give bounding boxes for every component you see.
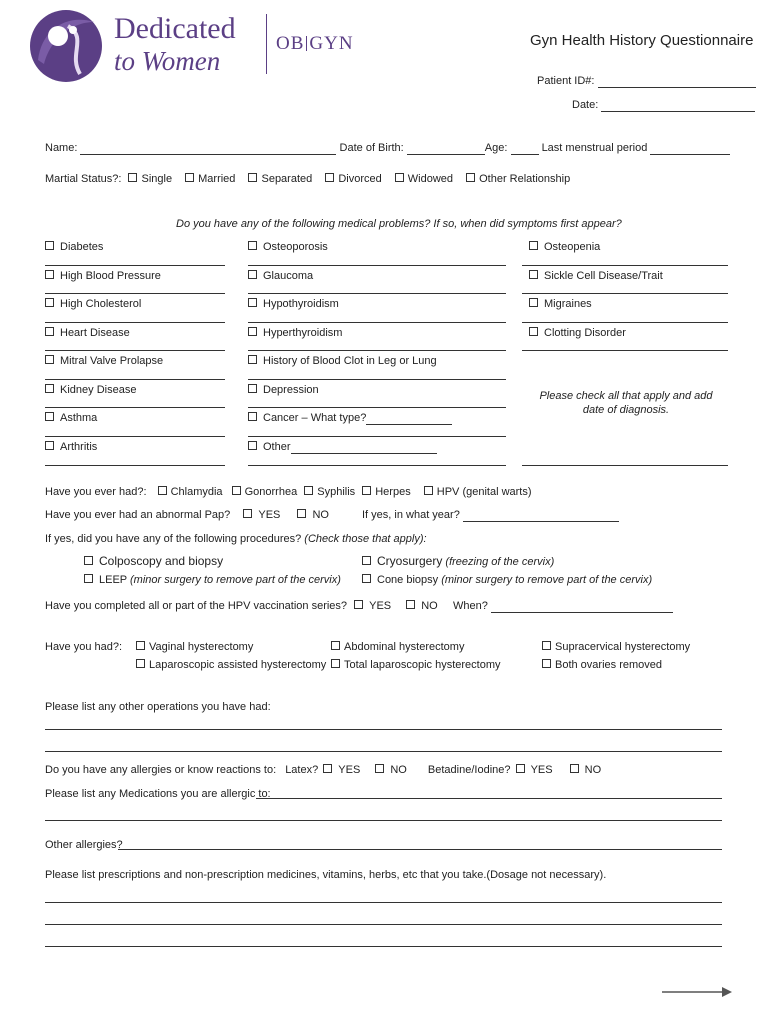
logo-obgyn [276, 33, 354, 55]
date-line[interactable] [45, 407, 225, 408]
pap-yes-label: YES [258, 509, 281, 521]
date-line[interactable] [248, 265, 506, 266]
betadine-yes-label: YES [530, 764, 553, 776]
medical-item[interactable] [248, 441, 437, 454]
surgery-option-label: Both ovaries removed [555, 659, 662, 671]
checkbox-icon[interactable] [529, 241, 538, 250]
medical-item[interactable] [45, 270, 161, 283]
medical-item-label: Diabetes [60, 241, 104, 253]
operations-line[interactable] [45, 729, 722, 730]
procedure-leep[interactable] [84, 574, 341, 587]
checkbox-icon[interactable] [248, 441, 257, 450]
checkbox-icon[interactable] [542, 641, 551, 650]
medical-item-label: High Cholesterol [60, 298, 142, 310]
hpv-when-row [453, 600, 673, 613]
medical-item-label: Heart Disease [60, 327, 130, 339]
medical-item[interactable] [45, 241, 103, 254]
procedures-hint: (Check those that apply): [304, 533, 427, 545]
surgery-option-label: Laparoscopic assisted hysterectomy [149, 659, 327, 671]
sti-label: Have you ever had?: [45, 486, 147, 498]
medical-item-label: Migraines [544, 298, 592, 310]
checkbox-icon[interactable] [136, 641, 145, 650]
date-row [572, 99, 755, 112]
surgery-option[interactable] [331, 641, 464, 654]
age-input[interactable] [511, 144, 539, 155]
hpv-yes-label: YES [369, 600, 392, 612]
pap-no-label: NO [312, 509, 329, 521]
checkbox-icon[interactable] [84, 556, 93, 565]
checkbox-icon[interactable] [466, 173, 475, 182]
hpv-yes[interactable] [354, 600, 391, 612]
marital-status-row [45, 173, 570, 186]
hpv-vaccine-label: Have you completed all or part of the HPV vaccination series? [45, 600, 348, 612]
date-line[interactable] [248, 322, 506, 323]
date-line[interactable] [45, 265, 225, 266]
checkbox-icon[interactable] [570, 764, 579, 773]
marital-option[interactable] [248, 173, 312, 185]
betadine-yes[interactable] [516, 764, 553, 776]
other-allergy-row [45, 839, 123, 852]
pap-label: Have you ever had an abnormal Pap? [45, 509, 231, 521]
checkbox-icon[interactable] [331, 641, 340, 650]
other-allergy-line[interactable] [118, 849, 722, 850]
surgery-option-label: Abdominal hysterectomy [344, 641, 465, 653]
marital-option[interactable] [325, 173, 381, 185]
checkbox-icon[interactable] [45, 270, 54, 279]
medical-item-label: Other [263, 441, 291, 453]
checkbox-icon[interactable] [362, 486, 371, 495]
medical-item[interactable] [529, 327, 626, 340]
checkbox-icon[interactable] [45, 412, 54, 421]
medical-item[interactable] [45, 412, 97, 425]
patient-id-row [537, 75, 756, 88]
surgery-label: Have you had?: [45, 641, 123, 653]
betadine-label: Betadine/Iodine? [427, 764, 511, 776]
date-line[interactable] [45, 293, 225, 294]
hpv-when-input[interactable] [491, 602, 673, 613]
procedure-cone[interactable] [362, 574, 652, 587]
checkbox-icon[interactable] [248, 327, 257, 336]
sti-option[interactable] [304, 486, 355, 498]
medical-item[interactable] [45, 384, 136, 397]
checkbox-icon[interactable] [45, 441, 54, 450]
date-line[interactable] [522, 322, 728, 323]
marital-option-label: Other Relationship [479, 173, 571, 185]
cancer-type-input[interactable] [366, 414, 452, 425]
checkbox-icon[interactable] [323, 764, 332, 773]
medical-item[interactable] [248, 384, 319, 397]
date-line[interactable] [248, 293, 506, 294]
logo-divider [266, 14, 267, 74]
checkbox-icon[interactable] [158, 486, 167, 495]
checkbox-icon[interactable] [375, 764, 384, 773]
dob-label: Date of Birth: [339, 142, 404, 154]
date-line[interactable] [248, 436, 506, 437]
medical-item[interactable] [45, 298, 141, 311]
age-label: Age: [484, 142, 508, 154]
marital-option-label: Widowed [407, 173, 454, 185]
medical-item[interactable] [45, 355, 163, 368]
patient-id-input[interactable] [598, 77, 756, 88]
sti-option-label: Herpes [375, 486, 411, 498]
medical-item-label: Osteopenia [544, 241, 601, 253]
logo [28, 8, 368, 88]
other-condition-input[interactable] [291, 443, 437, 454]
surgery-option[interactable] [542, 641, 690, 654]
pap-year-input[interactable] [463, 511, 619, 522]
date-line[interactable] [248, 465, 506, 466]
medical-item[interactable] [529, 298, 592, 311]
checkbox-icon[interactable] [529, 327, 538, 336]
pap-year-row [362, 509, 619, 522]
procedure-note: (freezing of the cervix) [445, 556, 555, 568]
medical-item[interactable] [248, 355, 437, 368]
surgery-option[interactable] [331, 659, 501, 672]
checkbox-icon[interactable] [248, 270, 257, 279]
sti-option[interactable] [424, 486, 532, 498]
logo-gyn: GYN [309, 33, 354, 54]
marital-option[interactable] [185, 173, 235, 185]
logo-dedicated: Dedicated [114, 12, 236, 45]
sti-option-label: Chlamydia [170, 486, 223, 498]
checkbox-icon[interactable] [354, 600, 363, 609]
logo-to-women: to Women [114, 46, 221, 76]
med-allergy-row [45, 788, 271, 801]
medical-note: Please check all that apply and add date of diagnosis. [539, 390, 713, 416]
surgery-option[interactable] [136, 641, 253, 654]
surgery-option-label: Total laparoscopic hysterectomy [344, 659, 501, 671]
sti-row [45, 486, 532, 499]
marital-option[interactable] [466, 173, 570, 185]
checkbox-icon[interactable] [529, 298, 538, 307]
sti-option-label: Gonorrhea [244, 486, 298, 498]
checkbox-icon[interactable] [395, 173, 404, 182]
pap-yes[interactable] [243, 509, 280, 521]
prescriptions-line[interactable] [45, 924, 722, 925]
checkbox-icon[interactable] [45, 327, 54, 336]
checkbox-icon[interactable] [406, 600, 415, 609]
sti-option-label: Syphilis [317, 486, 356, 498]
pap-year-label: If yes, in what year? [362, 509, 460, 521]
sti-option[interactable] [158, 486, 223, 498]
logo-obgyn-sep [306, 36, 307, 51]
prescriptions-label: Please list prescriptions and non-prescription medicines, vitamins, herbs, etc that you take.(Dosage not necessary). [45, 869, 607, 881]
medical-item[interactable] [529, 270, 663, 283]
med-allergy-line[interactable] [256, 798, 722, 799]
procedure-label: Colposcopy and biopsy [99, 554, 224, 568]
checkbox-icon[interactable] [45, 241, 54, 250]
latex-yes[interactable] [323, 764, 360, 776]
prescriptions-line[interactable] [45, 946, 722, 947]
marital-option[interactable] [128, 173, 172, 185]
hpv-when-label: When? [453, 600, 488, 612]
checkbox-icon[interactable] [248, 298, 257, 307]
checkbox-icon[interactable] [424, 486, 433, 495]
medical-item[interactable] [248, 412, 452, 425]
date-line[interactable] [248, 350, 506, 351]
medical-item[interactable] [248, 298, 339, 311]
checkbox-icon[interactable] [45, 298, 54, 307]
checkbox-icon[interactable] [243, 509, 252, 518]
medical-item-label: Kidney Disease [60, 384, 137, 396]
medical-item-label: Osteoporosis [263, 241, 328, 253]
checkbox-icon[interactable] [362, 556, 371, 565]
hpv-vaccine-row [45, 600, 438, 613]
date-line[interactable] [522, 265, 728, 266]
latex-no[interactable] [375, 764, 407, 776]
date-line[interactable] [522, 350, 728, 351]
medical-item-label: Glaucoma [263, 270, 314, 282]
procedure-note: (minor surgery to remove part of the cervix) [441, 574, 653, 586]
procedure-label: Cryosurgery [377, 554, 443, 568]
medical-item-label: Hypothyroidism [263, 298, 339, 310]
checkbox-icon[interactable] [297, 509, 306, 518]
checkbox-icon[interactable] [248, 384, 257, 393]
hpv-no[interactable] [406, 600, 438, 612]
checkbox-icon[interactable] [232, 486, 241, 495]
date-line[interactable] [45, 322, 225, 323]
sti-option[interactable] [232, 486, 298, 498]
lmp-input[interactable] [650, 144, 730, 155]
marital-option[interactable] [395, 173, 453, 185]
operations-line[interactable] [45, 751, 722, 752]
medical-item-label: Hyperthyroidism [263, 327, 343, 339]
betadine-no-label: NO [584, 764, 602, 776]
marital-option-label: Divorced [338, 173, 382, 185]
date-line[interactable] [522, 465, 728, 466]
betadine-no[interactable] [570, 764, 602, 776]
personal-row [45, 142, 730, 155]
patient-id-label: Patient ID#: [537, 75, 595, 87]
date-line[interactable] [45, 465, 225, 466]
lmp-label: Last menstrual period [541, 142, 648, 154]
medical-item-label: Mitral Valve Prolapse [60, 355, 164, 367]
medical-question: Do you have any of the following medical problems? If so, when did symptoms first appear? [176, 218, 622, 230]
pap-row [45, 509, 329, 522]
dob-input[interactable] [407, 144, 485, 155]
latex-yes-label: YES [338, 764, 361, 776]
med-allergy-label: Please list any Medications you are allergic to: [45, 788, 271, 800]
allergy-row [45, 764, 601, 777]
procedures-label: If yes, did you have any of the following procedures? [45, 533, 302, 545]
logo-mark-icon [28, 8, 108, 86]
date-line[interactable] [45, 436, 225, 437]
name-input[interactable] [80, 144, 336, 155]
medical-item[interactable] [45, 441, 97, 454]
date-line[interactable] [248, 407, 506, 408]
medical-item-label: Arthritis [60, 441, 98, 453]
arrow-right-icon[interactable] [662, 986, 734, 998]
checkbox-icon[interactable] [331, 659, 340, 668]
procedure-cryo[interactable] [362, 555, 554, 569]
medical-item[interactable] [529, 241, 600, 254]
medical-item-label: Asthma [60, 412, 98, 424]
checkbox-icon[interactable] [45, 355, 54, 364]
medical-item-label: Cancer – What type? [263, 412, 367, 424]
checkbox-icon[interactable] [542, 659, 551, 668]
marital-option-label: Married [198, 173, 236, 185]
latex-no-label: NO [390, 764, 407, 776]
surgery-option-label: Supracervical hysterectomy [555, 641, 691, 653]
marital-option-label: Separated [261, 173, 313, 185]
medical-item[interactable] [248, 241, 328, 254]
date-line[interactable] [248, 379, 506, 380]
latex-label: Latex? [285, 764, 319, 776]
procedures-row [45, 533, 427, 546]
sti-option[interactable] [362, 486, 410, 498]
checkbox-icon[interactable] [248, 412, 257, 421]
hpv-no-label: NO [421, 600, 438, 612]
medical-item[interactable] [248, 270, 313, 283]
checkbox-icon[interactable] [45, 384, 54, 393]
surgery-option[interactable] [542, 659, 662, 672]
medical-item[interactable] [248, 327, 342, 340]
date-line[interactable] [522, 293, 728, 294]
date-input[interactable] [601, 101, 755, 112]
name-label: Name: [45, 142, 78, 154]
medical-item[interactable] [45, 327, 130, 340]
medical-item-label: Depression [263, 384, 319, 396]
checkbox-icon[interactable] [325, 173, 334, 182]
marital-label: Martial Status?: [45, 173, 122, 185]
procedure-label: LEEP [99, 574, 127, 586]
checkbox-icon[interactable] [84, 574, 93, 583]
checkbox-icon[interactable] [185, 173, 194, 182]
procedure-label: Cone biopsy [377, 574, 439, 586]
logo-ob: OB [276, 33, 305, 54]
operations-label: Please list any other operations you have had: [45, 701, 271, 713]
surgery-option[interactable] [136, 659, 326, 672]
date-line[interactable] [45, 379, 225, 380]
medical-item-label: Sickle Cell Disease/Trait [544, 270, 663, 282]
sti-option-label: HPV (genital warts) [436, 486, 532, 498]
procedure-note: (minor surgery to remove part of the cervix) [130, 574, 341, 586]
date-line[interactable] [45, 350, 225, 351]
checkbox-icon[interactable] [248, 173, 257, 182]
marital-option-label: Single [141, 173, 173, 185]
checkbox-icon[interactable] [248, 355, 257, 364]
checkbox-icon[interactable] [304, 486, 313, 495]
medical-item-label: High Blood Pressure [60, 270, 161, 282]
medical-item-label: Clotting Disorder [544, 327, 626, 339]
surgery-option-label: Vaginal hysterectomy [149, 641, 254, 653]
date-label: Date: [572, 99, 599, 111]
checkbox-icon[interactable] [516, 764, 525, 773]
other-allergy-label: Other allergies? [45, 839, 123, 851]
checkbox-icon[interactable] [136, 659, 145, 668]
allergy-label: Do you have any allergies or know reactions to: [45, 764, 277, 776]
pap-no[interactable] [297, 509, 329, 521]
prescriptions-line[interactable] [45, 902, 722, 903]
procedure-colpo[interactable] [84, 555, 223, 568]
med-allergy-line[interactable] [45, 820, 722, 821]
checkbox-icon[interactable] [248, 241, 257, 250]
form-title: Gyn Health History Questionnaire [530, 32, 754, 49]
checkbox-icon[interactable] [362, 574, 371, 583]
medical-item-label: History of Blood Clot in Leg or Lung [263, 355, 437, 367]
checkbox-icon[interactable] [529, 270, 538, 279]
checkbox-icon[interactable] [128, 173, 137, 182]
